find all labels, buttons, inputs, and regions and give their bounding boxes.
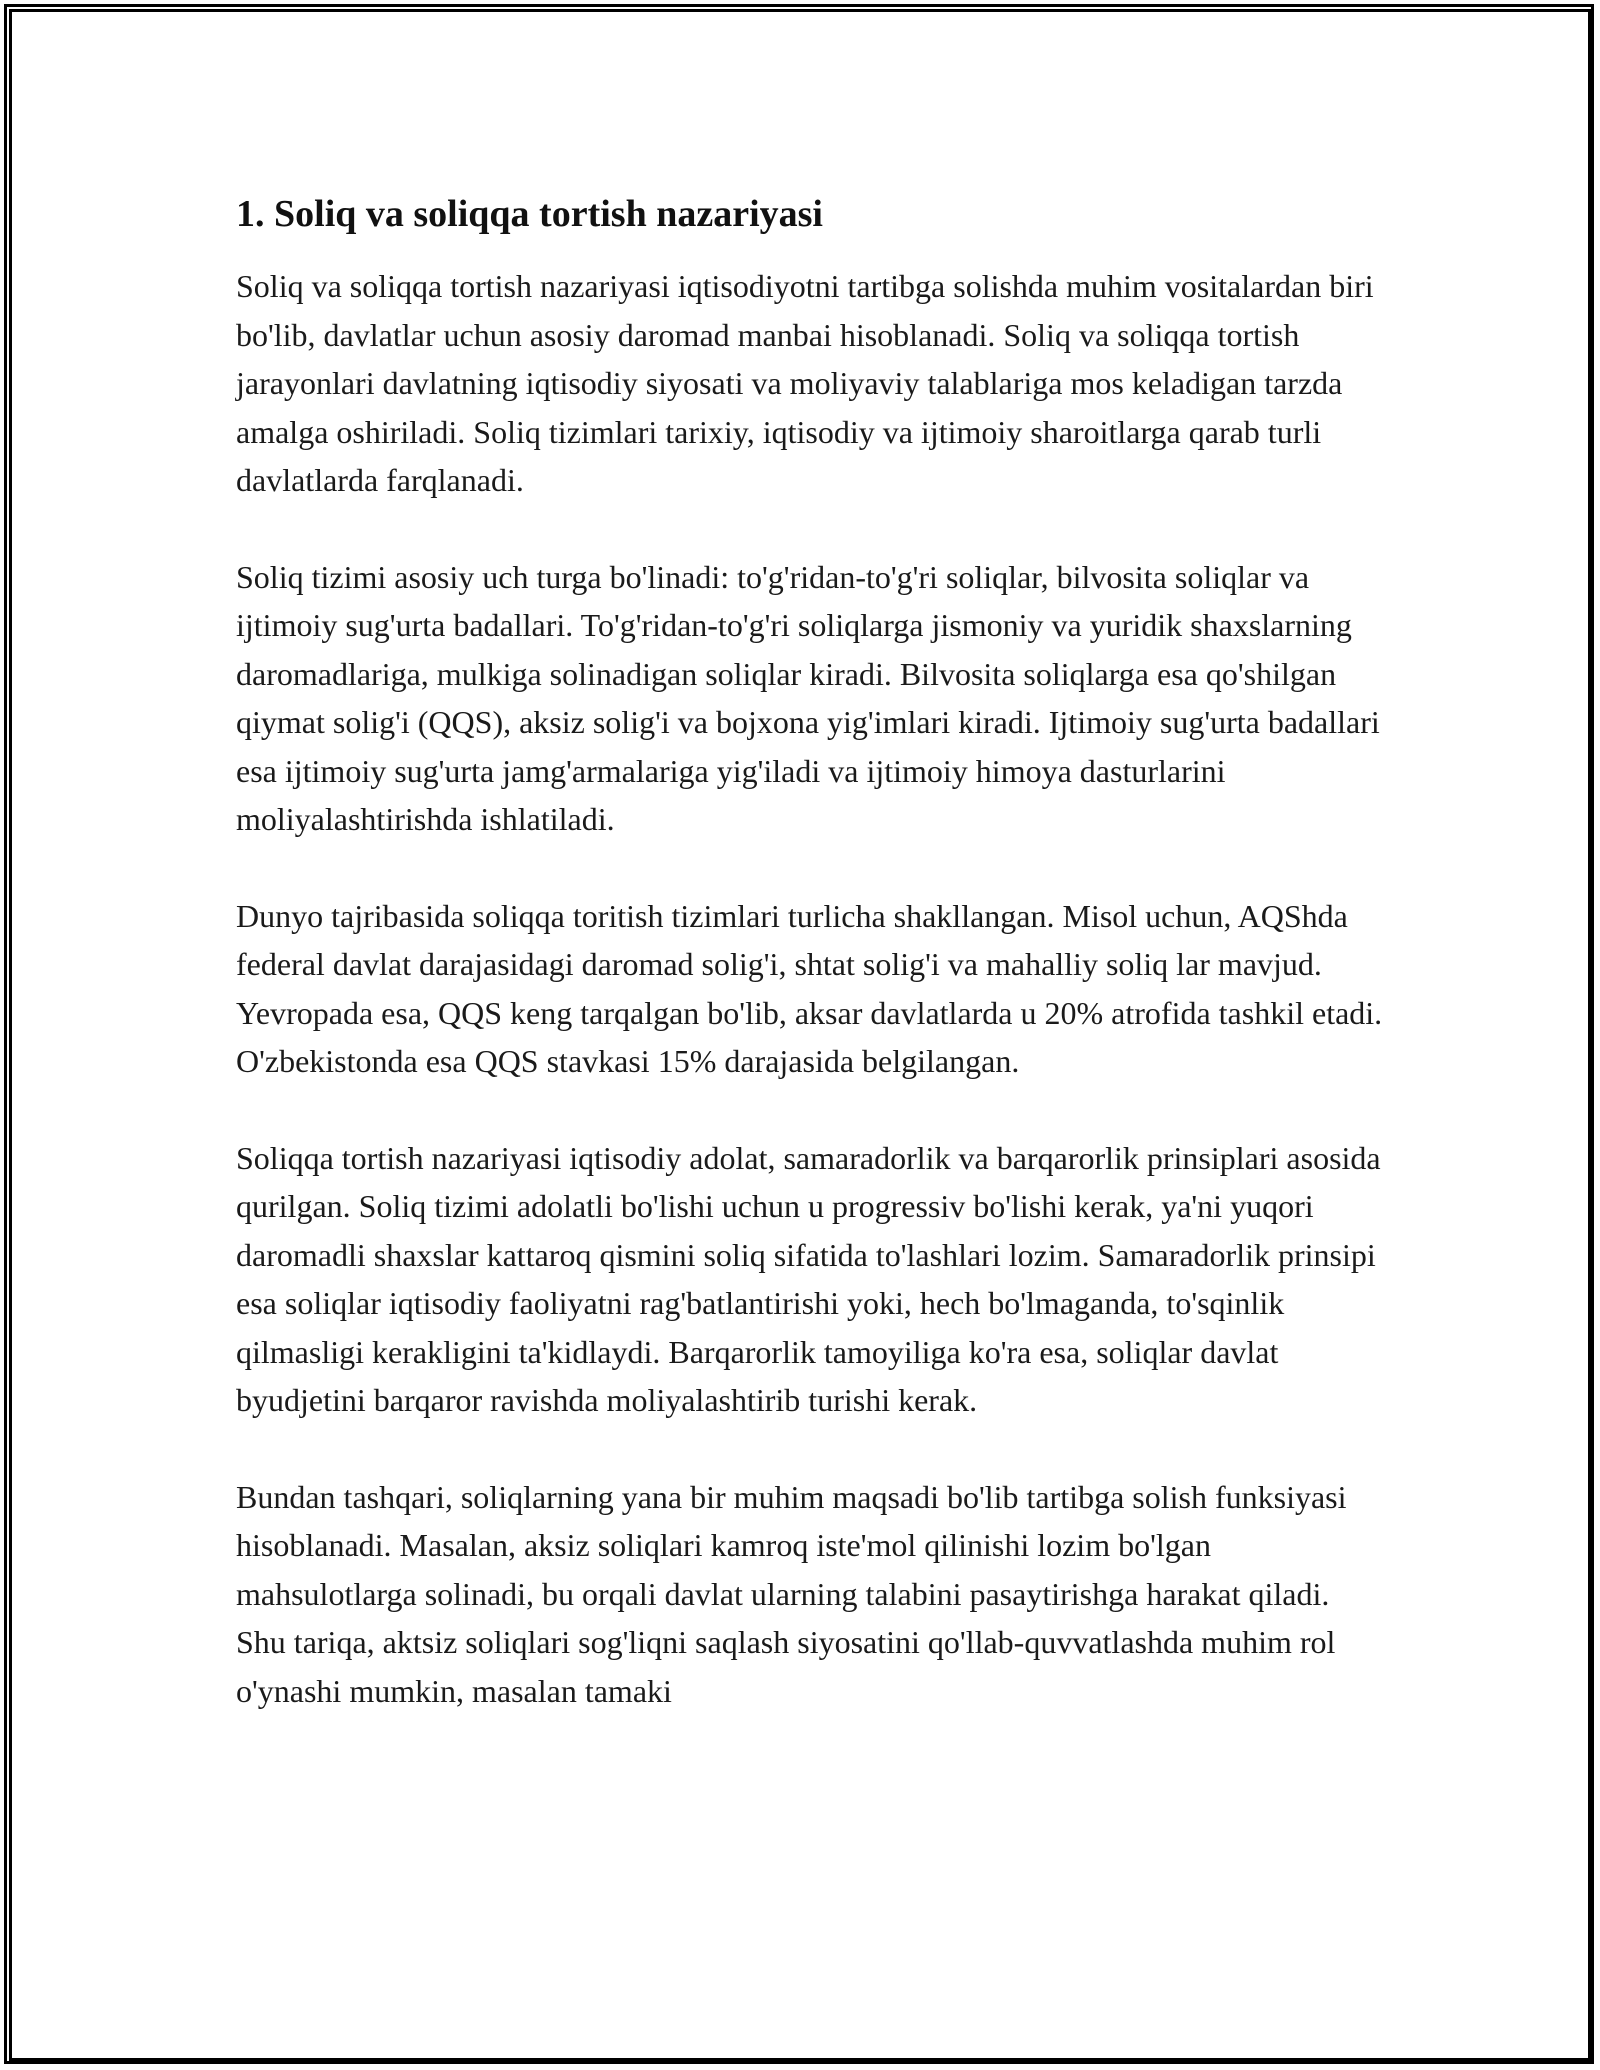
document-body (236, 188, 1386, 1763)
section-heading: 1. Soliq va soliqqa tortish nazariyasi (236, 193, 823, 235)
paragraph-4: Soliqqa tortish nazariyasi iqtisodiy adolat, samaradorlik va barqarorlik prinsiplari asosida qurilgan. Soliq tizimi adolatli bo'lishi uchun u progressiv bo'lishi kerak, ya'ni yuqori daromadli shaxslar kattaroq qismini soliq sifatida to'lashlari lozim. Samaradorlik prinsipi esa soliqlar iqtisodiy faoliyatni rag'batlantirishi yoki, hech bo'lmaganda, to'sqinlik qilmasligi kerakligini ta'kidlaydi. Barqarorlik tamoyiliga ko'ra esa, soliqlar davlat byudjetini barqaror ravishda moliyalashtirib turishi kerak. (236, 1139, 1381, 1418)
paragraph-3: Dunyo tajribasida soliqqa toritish tizimlari turlicha shakllangan. Misol uchun, AQShda federal davlat darajasidagi daromad solig'i, shtat solig'i va mahalliy soliq lar mavjud. Yevropada esa, QQS keng tarqalgan bo'lib, aksar davlatlarda u 20% atrofida tashkil etadi. O'zbekistonda esa QQS stavkasi 15% darajasida belgilangan. (236, 897, 1383, 1079)
paragraph-1: Soliq va soliqqa tortish nazariyasi iqtisodiyotni tartibga solishda muhim vositalardan biri bo'lib, davlatlar uchun asosiy daromad manbai hisoblanadi. Soliq va soliqqa tortish jarayonlari davlatning iqtisodiy siyosati va moliyaviy talablariga mos keladigan tarzda amalga oshiriladi. Soliq tizimlari tarixiy, iqtisodiy va ijtimoiy sharoitlarga qarab turli davlatlarda farqlanadi. (236, 268, 1374, 498)
paragraph-2: Soliq tizimi asosiy uch turga bo'linadi: to'g'ridan-to'g'ri soliqlar, bilvosita soliqlar va ijtimoiy sug'urta badallari. To'g'ridan-to'g'ri soliqlarga jismoniy va yuridik shaxslarning daromadlariga, mulkiga solinadigan soliqlar kiradi. Bilvosita soliqlarga esa qo'shilgan qiymat solig'i (QQS), aksiz solig'i va bojxona yig'imlari kiradi. Ijtimoiy sug'urta badallari esa ijtimoiy sug'urta jamg'armalariga yig'iladi va ijtimoiy himoya dasturlarini moliyalashtirishda ishlatiladi. (236, 558, 1380, 837)
paragraph-5: Bundan tashqari, soliqlarning yana bir muhim maqsadi bo'lib tartibga solish funksiyasi hisoblanadi. Masalan, aksiz soliqlari kamroq iste'mol qilinishi lozim bo'lgan mahsulotlarga solinadi, bu orqali davlat ularning talabini pasaytirishga harakat qiladi. Shu tariqa, aktsiz soliqlari sog'liqni saqlash siyosatini qo'llab-quvvatlashda muhim rol o'ynashi mumkin, masalan tamaki (236, 1478, 1347, 1709)
